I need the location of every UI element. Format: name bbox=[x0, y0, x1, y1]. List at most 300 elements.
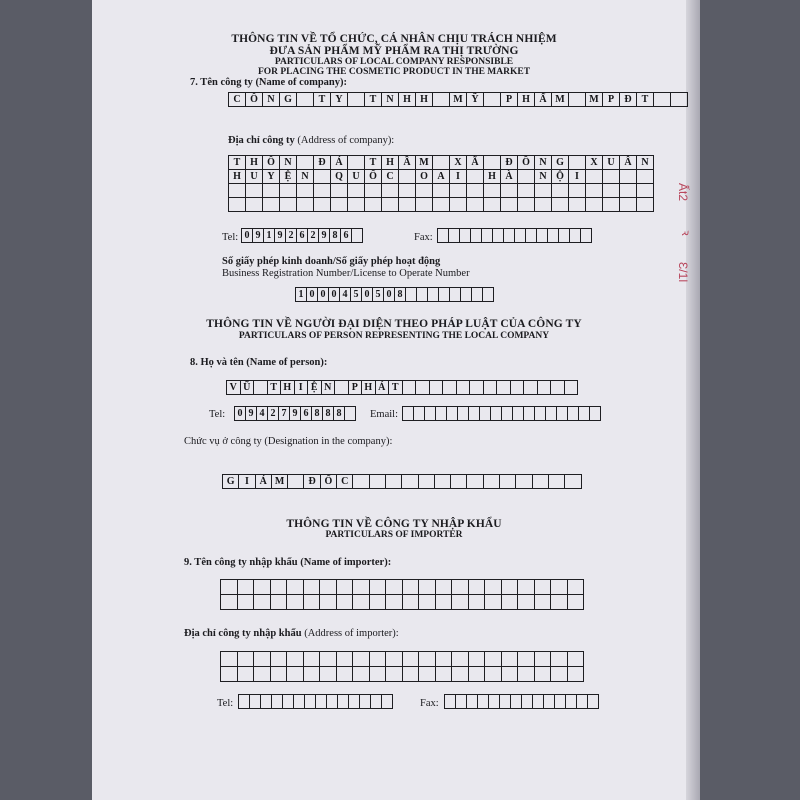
license-number-field[interactable] bbox=[295, 287, 493, 302]
char-box bbox=[449, 197, 467, 212]
license-label-en: Business Registration Number/License to Operate Number bbox=[222, 268, 470, 279]
char-box bbox=[313, 169, 331, 184]
char-box bbox=[287, 474, 304, 489]
char-box bbox=[344, 406, 356, 421]
company-name-label bbox=[190, 77, 347, 88]
char-box: N bbox=[534, 169, 552, 184]
char-box: G bbox=[279, 92, 297, 107]
char-box bbox=[483, 183, 501, 198]
char-box: 6 bbox=[340, 228, 352, 243]
importer-name-row-1[interactable] bbox=[220, 579, 583, 595]
company-name-label-en: (Name of company): bbox=[255, 77, 347, 88]
header-title-en-2: FOR PLACING THE COSMETIC PRODUCT IN THE MARKET bbox=[257, 67, 531, 77]
char-box: Á bbox=[375, 380, 390, 395]
company-tel-label: Tel: bbox=[222, 232, 239, 243]
importer-tel-label: Tel: bbox=[217, 698, 234, 709]
char-box: A bbox=[432, 169, 450, 184]
char-box bbox=[270, 651, 288, 667]
char-box bbox=[369, 594, 387, 610]
char-box bbox=[286, 651, 304, 667]
importer-fax-field[interactable] bbox=[444, 694, 598, 709]
char-box bbox=[270, 594, 288, 610]
char-box bbox=[228, 197, 246, 212]
char-box: 5 bbox=[372, 287, 384, 302]
importer-address-label-vn: Địa chỉ công ty nhập khẩu bbox=[184, 628, 302, 639]
char-box bbox=[451, 579, 469, 595]
char-box bbox=[468, 579, 486, 595]
char-box bbox=[347, 183, 365, 198]
char-box bbox=[636, 169, 654, 184]
char-box bbox=[432, 92, 450, 107]
char-box: Ỹ bbox=[466, 92, 484, 107]
company-address-row-3[interactable] bbox=[228, 183, 653, 198]
char-box bbox=[364, 183, 382, 198]
char-box bbox=[237, 666, 255, 682]
char-box bbox=[550, 651, 568, 667]
char-box bbox=[385, 594, 403, 610]
char-box bbox=[515, 474, 532, 489]
char-box: I bbox=[449, 169, 467, 184]
char-box bbox=[296, 155, 314, 170]
char-box bbox=[402, 651, 420, 667]
char-box: H bbox=[245, 155, 263, 170]
char-box bbox=[568, 197, 586, 212]
char-box: Y bbox=[262, 169, 280, 184]
char-box bbox=[501, 666, 519, 682]
char-box: M bbox=[449, 92, 467, 107]
char-box bbox=[517, 651, 535, 667]
license-label-vn-text: Số giấy phép kinh doanh/Số giấy phép hoạt động bbox=[222, 256, 441, 267]
char-box: N bbox=[534, 155, 552, 170]
char-box bbox=[253, 579, 271, 595]
char-box bbox=[496, 380, 511, 395]
char-box bbox=[385, 651, 403, 667]
char-box: Ộ bbox=[551, 169, 569, 184]
importer-tel-field[interactable] bbox=[238, 694, 392, 709]
char-box: U bbox=[602, 155, 620, 170]
person-name-label-vn: 8. Họ và tên bbox=[190, 357, 244, 368]
char-box bbox=[532, 474, 549, 489]
char-box: M bbox=[551, 92, 569, 107]
char-box bbox=[253, 594, 271, 610]
company-address-label bbox=[228, 135, 394, 146]
char-box bbox=[347, 92, 365, 107]
char-box bbox=[585, 197, 603, 212]
paper-edge bbox=[686, 0, 700, 800]
char-box bbox=[401, 474, 418, 489]
char-box bbox=[336, 651, 354, 667]
representative-title-en: PARTICULARS OF PERSON REPRESENTING THE LOCAL COMPANY bbox=[238, 331, 550, 341]
char-box bbox=[534, 197, 552, 212]
char-box bbox=[228, 183, 246, 198]
char-box: M bbox=[585, 92, 603, 107]
char-box: 9 bbox=[252, 228, 264, 243]
char-box bbox=[484, 594, 502, 610]
char-box bbox=[523, 380, 538, 395]
char-box: Đ bbox=[619, 92, 637, 107]
char-box: Ũ bbox=[240, 380, 255, 395]
char-box: 9 bbox=[245, 406, 257, 421]
char-box bbox=[466, 183, 484, 198]
header-title-vn-2: ĐƯA SẢN PHẨM MỸ PHẨM RA THỊ TRƯỜNG bbox=[269, 45, 519, 57]
company-fax-field[interactable] bbox=[437, 228, 591, 243]
char-box bbox=[619, 197, 637, 212]
char-box bbox=[567, 594, 585, 610]
char-box bbox=[451, 594, 469, 610]
char-box bbox=[237, 651, 255, 667]
char-box bbox=[550, 380, 565, 395]
person-tel-label: Tel: bbox=[209, 409, 226, 420]
char-box: 7 bbox=[278, 406, 290, 421]
char-box: P bbox=[348, 380, 363, 395]
char-box bbox=[636, 183, 654, 198]
char-box bbox=[352, 594, 370, 610]
char-box: C bbox=[381, 169, 399, 184]
char-box bbox=[550, 666, 568, 682]
person-name-label bbox=[190, 357, 327, 368]
char-box: Ệ bbox=[279, 169, 297, 184]
char-box bbox=[468, 651, 486, 667]
company-name-label-vn: 7. Tên công ty bbox=[190, 77, 253, 88]
char-box: T bbox=[267, 380, 282, 395]
char-box bbox=[385, 666, 403, 682]
char-box bbox=[296, 197, 314, 212]
char-box bbox=[501, 651, 519, 667]
char-box bbox=[534, 579, 552, 595]
char-box bbox=[220, 666, 238, 682]
char-box bbox=[567, 666, 585, 682]
char-box bbox=[279, 197, 297, 212]
char-box bbox=[551, 197, 569, 212]
char-box: 0 bbox=[317, 287, 329, 302]
char-box bbox=[585, 183, 603, 198]
char-box: 0 bbox=[383, 287, 395, 302]
char-box bbox=[602, 169, 620, 184]
char-box bbox=[262, 183, 280, 198]
char-box bbox=[352, 666, 370, 682]
char-box bbox=[418, 666, 436, 682]
char-box: T bbox=[636, 92, 654, 107]
char-box bbox=[484, 651, 502, 667]
char-box bbox=[220, 579, 238, 595]
char-box bbox=[501, 579, 519, 595]
char-box: H bbox=[361, 380, 376, 395]
char-box: 8 bbox=[311, 406, 323, 421]
char-box bbox=[435, 651, 453, 667]
char-box: H bbox=[228, 169, 246, 184]
char-box bbox=[500, 197, 518, 212]
char-box bbox=[334, 380, 349, 395]
char-box bbox=[319, 594, 337, 610]
char-box: H bbox=[517, 92, 535, 107]
char-box bbox=[336, 666, 354, 682]
char-box bbox=[319, 651, 337, 667]
margin-mark-3: Ɛ/1ǀ bbox=[676, 262, 690, 283]
importer-name-row-2[interactable] bbox=[220, 594, 583, 610]
char-box bbox=[398, 197, 416, 212]
char-box: H bbox=[398, 92, 416, 107]
char-box bbox=[567, 651, 585, 667]
char-box bbox=[296, 92, 314, 107]
char-box bbox=[451, 666, 469, 682]
char-box bbox=[517, 594, 535, 610]
char-box: N bbox=[279, 155, 297, 170]
char-box bbox=[670, 92, 688, 107]
char-box: M bbox=[415, 155, 433, 170]
char-box bbox=[517, 169, 535, 184]
char-box: 0 bbox=[241, 228, 253, 243]
char-box: 5 bbox=[350, 287, 362, 302]
importer-name-label bbox=[184, 557, 391, 568]
char-box: À bbox=[500, 169, 518, 184]
char-box bbox=[402, 579, 420, 595]
char-box bbox=[432, 155, 450, 170]
char-box: P bbox=[500, 92, 518, 107]
char-box bbox=[450, 474, 467, 489]
char-box bbox=[385, 579, 403, 595]
company-address-label-en: (Address of company): bbox=[297, 135, 395, 146]
char-box bbox=[564, 474, 581, 489]
char-box: I bbox=[238, 474, 255, 489]
company-address-row-2[interactable] bbox=[228, 169, 653, 184]
char-box: H bbox=[415, 92, 433, 107]
char-box bbox=[551, 183, 569, 198]
char-box: 0 bbox=[306, 287, 318, 302]
char-box: M bbox=[271, 474, 288, 489]
char-box bbox=[567, 579, 585, 595]
char-box bbox=[369, 666, 387, 682]
char-box bbox=[253, 651, 271, 667]
char-box bbox=[483, 474, 500, 489]
char-box bbox=[270, 579, 288, 595]
header-title-vn-1: THÔNG TIN VỀ TỔ CHỨC, CÁ NHÂN CHỊU TRÁCH NHIỆM bbox=[231, 33, 557, 45]
char-box bbox=[352, 651, 370, 667]
char-box bbox=[313, 183, 331, 198]
char-box bbox=[313, 197, 331, 212]
char-box bbox=[352, 474, 369, 489]
char-box bbox=[534, 183, 552, 198]
char-box: N bbox=[381, 92, 399, 107]
char-box bbox=[550, 579, 568, 595]
header-title-en-1: PARTICULARS OF LOCAL COMPANY RESPONSIBLE bbox=[274, 57, 514, 67]
license-label-vn bbox=[222, 256, 440, 267]
char-box: 0 bbox=[361, 287, 373, 302]
char-box: C bbox=[336, 474, 353, 489]
char-box bbox=[435, 579, 453, 595]
importer-title-en: PARTICULARS OF IMPORTER bbox=[325, 530, 463, 540]
char-box bbox=[245, 183, 263, 198]
char-box: 8 bbox=[394, 287, 406, 302]
char-box bbox=[351, 228, 363, 243]
char-box bbox=[483, 155, 501, 170]
char-box: T bbox=[364, 92, 382, 107]
company-name-field[interactable] bbox=[228, 92, 687, 107]
char-box: Ẩ bbox=[534, 92, 552, 107]
char-box: T bbox=[364, 155, 382, 170]
char-box bbox=[347, 155, 365, 170]
char-box: Ầ bbox=[398, 155, 416, 170]
char-box bbox=[587, 694, 599, 709]
char-box: G bbox=[551, 155, 569, 170]
char-box: T bbox=[313, 92, 331, 107]
representative-title-vn: THÔNG TIN VỀ NGƯỜI ĐẠI DIỆN THEO PHÁP LUẬT CỦA CÔNG TY bbox=[206, 318, 582, 330]
char-box bbox=[602, 197, 620, 212]
char-box bbox=[296, 183, 314, 198]
char-box: C bbox=[228, 92, 246, 107]
char-box bbox=[435, 666, 453, 682]
char-box: N bbox=[262, 92, 280, 107]
char-box bbox=[286, 594, 304, 610]
char-box bbox=[442, 380, 457, 395]
char-box: 9 bbox=[289, 406, 301, 421]
char-box: Ệ bbox=[307, 380, 322, 395]
char-box bbox=[585, 169, 603, 184]
char-box: Á bbox=[255, 474, 272, 489]
char-box: T bbox=[388, 380, 403, 395]
char-box bbox=[415, 380, 430, 395]
char-box: Đ bbox=[313, 155, 331, 170]
char-box bbox=[500, 183, 518, 198]
char-box bbox=[286, 579, 304, 595]
importer-name-label-vn: 9. Tên công ty nhập khẩu bbox=[184, 557, 298, 568]
char-box bbox=[220, 594, 238, 610]
char-box bbox=[418, 474, 435, 489]
char-box: 4 bbox=[339, 287, 351, 302]
person-email-label: Email: bbox=[370, 409, 398, 420]
char-box bbox=[385, 474, 402, 489]
char-box bbox=[237, 579, 255, 595]
company-address-label-vn: Địa chỉ công ty bbox=[228, 135, 295, 146]
char-box: 9 bbox=[318, 228, 330, 243]
char-box bbox=[429, 380, 444, 395]
char-box bbox=[364, 197, 382, 212]
char-box bbox=[517, 666, 535, 682]
char-box bbox=[602, 183, 620, 198]
char-box: 6 bbox=[296, 228, 308, 243]
char-box: 9 bbox=[274, 228, 286, 243]
char-box bbox=[517, 197, 535, 212]
char-box bbox=[534, 594, 552, 610]
char-box bbox=[564, 380, 579, 395]
company-address-row-4[interactable] bbox=[228, 197, 653, 212]
char-box bbox=[303, 666, 321, 682]
char-box bbox=[451, 651, 469, 667]
char-box: X bbox=[449, 155, 467, 170]
char-box: Đ bbox=[303, 474, 320, 489]
char-box bbox=[402, 594, 420, 610]
importer-fax-label: Fax: bbox=[420, 698, 439, 709]
char-box bbox=[336, 579, 354, 595]
char-box bbox=[402, 666, 420, 682]
char-box bbox=[517, 579, 535, 595]
char-box: Â bbox=[619, 155, 637, 170]
char-box bbox=[568, 183, 586, 198]
person-tel-field[interactable] bbox=[234, 406, 355, 421]
char-box: N bbox=[296, 169, 314, 184]
char-box bbox=[653, 92, 671, 107]
person-email-field[interactable] bbox=[402, 406, 600, 421]
char-box bbox=[369, 579, 387, 595]
char-box bbox=[237, 594, 255, 610]
char-box: V bbox=[226, 380, 241, 395]
char-box: Q bbox=[330, 169, 348, 184]
char-box bbox=[381, 694, 393, 709]
char-box bbox=[456, 380, 471, 395]
char-box: Á bbox=[330, 155, 348, 170]
char-box bbox=[468, 594, 486, 610]
char-box: H bbox=[381, 155, 399, 170]
char-box bbox=[398, 169, 416, 184]
margin-mark-2: ꝛ bbox=[679, 230, 693, 236]
char-box bbox=[336, 594, 354, 610]
char-box bbox=[619, 169, 637, 184]
char-box bbox=[352, 579, 370, 595]
char-box bbox=[636, 197, 654, 212]
char-box: Đ bbox=[500, 155, 518, 170]
char-box bbox=[434, 474, 451, 489]
char-box: 2 bbox=[285, 228, 297, 243]
char-box: N bbox=[636, 155, 654, 170]
importer-address-row-1[interactable] bbox=[220, 651, 583, 667]
char-box bbox=[432, 197, 450, 212]
char-box: G bbox=[222, 474, 239, 489]
char-box bbox=[220, 651, 238, 667]
char-box bbox=[303, 579, 321, 595]
char-box bbox=[369, 651, 387, 667]
char-box bbox=[449, 183, 467, 198]
designation-field[interactable] bbox=[222, 474, 581, 489]
char-box bbox=[548, 474, 565, 489]
char-box bbox=[534, 651, 552, 667]
char-box bbox=[418, 594, 436, 610]
char-box: T bbox=[228, 155, 246, 170]
char-box: H bbox=[483, 169, 501, 184]
char-box: X bbox=[585, 155, 603, 170]
person-name-field[interactable] bbox=[226, 380, 577, 395]
char-box bbox=[568, 155, 586, 170]
char-box: O bbox=[415, 169, 433, 184]
importer-address-row-2[interactable] bbox=[220, 666, 583, 682]
char-box bbox=[418, 651, 436, 667]
char-box bbox=[484, 666, 502, 682]
char-box bbox=[398, 183, 416, 198]
char-box: Ố bbox=[364, 169, 382, 184]
char-box bbox=[501, 594, 519, 610]
char-box bbox=[347, 197, 365, 212]
char-box bbox=[245, 197, 263, 212]
char-box bbox=[432, 183, 450, 198]
char-box bbox=[415, 197, 433, 212]
char-box bbox=[466, 169, 484, 184]
char-box: I bbox=[294, 380, 309, 395]
char-box bbox=[483, 92, 501, 107]
company-fax-label: Fax: bbox=[414, 232, 433, 243]
char-box: Ồ bbox=[517, 155, 535, 170]
char-box bbox=[466, 197, 484, 212]
char-box: 8 bbox=[322, 406, 334, 421]
char-box bbox=[469, 380, 484, 395]
company-address-row-1[interactable] bbox=[228, 155, 653, 170]
char-box: 1 bbox=[263, 228, 275, 243]
char-box bbox=[381, 183, 399, 198]
char-box bbox=[568, 92, 586, 107]
char-box bbox=[534, 666, 552, 682]
company-tel-field[interactable] bbox=[241, 228, 362, 243]
char-box bbox=[510, 380, 525, 395]
char-box bbox=[499, 474, 516, 489]
char-box bbox=[580, 228, 592, 243]
char-box bbox=[550, 594, 568, 610]
